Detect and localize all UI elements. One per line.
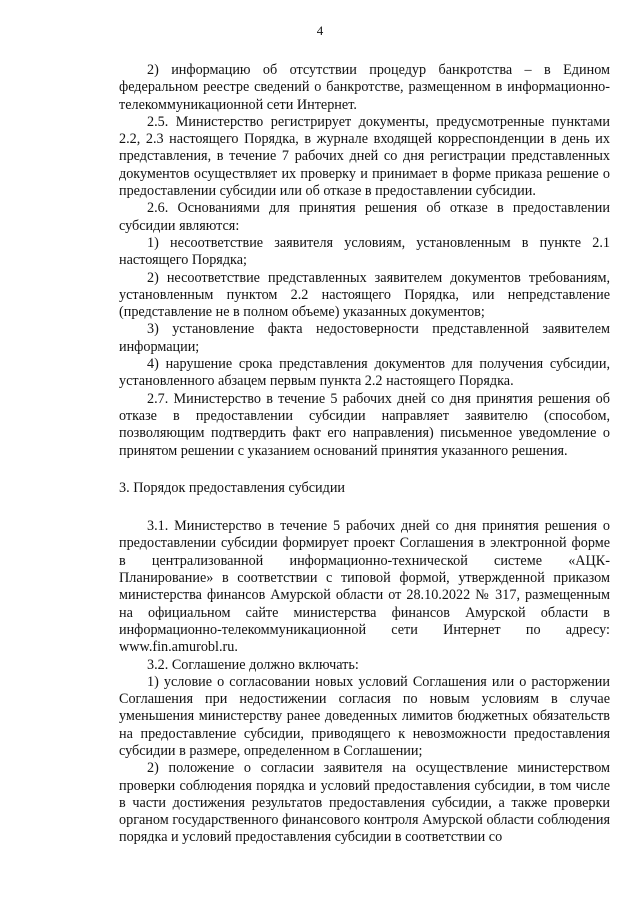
list-item-refusal-2: 2) несоответствие представленных заявителем документов требованиям, установленным пунктом 2.2 настоящего Порядка, или непредставление (представление не в полном объеме) указанных документов; [119,269,610,321]
list-item-agreement-1: 1) условие о согласовании новых условий Соглашения или о расторжении Соглашения при недостижении согласия по новым условиям в случае уменьшения министерству ранее доведенных лимитов бюджетных обязательств на предоставление субсидии, приводящего к невозможности предоставления субсидии в размере, определенном в Соглашении; [119,673,610,759]
section-heading: 3. Порядок предоставления субсидии [119,479,346,496]
list-item-refusal-1: 1) несоответствие заявителя условиям, установленным в пункте 2.1 настоящего Порядка; [119,234,610,269]
list-item-refusal-3: 3) установление факта недостоверности представленной заявителем информации; [119,321,610,355]
document-body [119,62,610,847]
page-number: 4 [316,23,324,38]
paragraph-2-7: 2.7. Министерство в течение 5 рабочих дней со дня принятия решения об отказе в предоставлении субсидии направляет заявителю (способом, позволяющим подтвердить факт его направления) письменное уведомление о принятом решении с указанием оснований принятия указанного решения. [119,390,610,459]
paragraph-3-1: 3.1. Министерство в течение 5 рабочих дней со дня принятия решения о предоставлении субсидии формирует проект Соглашения в электронной форме в централизованной информационно-технической системе «АЦК-Планирование» в соответствии с типовой формой, утвержденной приказом министерства финансов Амурской области от 28.10.2022 № 317, размещенным на официальном сайте министерства финансов Амурской области в информационно-телекоммуникационной сети Интернет по адресу: www.fin.amurobl.ru. [119,518,610,656]
paragraph-3-2: 3.2. Соглашение должно включать: [147,656,359,673]
list-item-refusal-4: 4) нарушение срока представления документов для получения субсидии, установленного абзацем первым пункта 2.2 настоящего Порядка. [119,356,610,390]
paragraph-bankruptcy-info: 2) информацию об отсутствии процедур банкротства – в Едином федеральном реестре сведений о банкротстве, размещенном в информационно-телекоммуникационной сети Интернет. [119,62,610,113]
paragraph-2-5: 2.5. Министерство регистрирует документы, предусмотренные пунктами 2.2, 2.3 настоящего Порядка, в журнале входящей корреспонденции в день их представления, в течение 7 рабочих дней со дня регистрации представленных документов осуществляет их проверку и принимает в форме приказа решение о предоставлении субсидии или об отказе в предоставлении субсидии. [119,113,610,200]
paragraph-2-6: 2.6. Основаниями для принятия решения об отказе в предоставлении субсидии являются: [119,200,610,234]
list-item-agreement-2: 2) положение о согласии заявителя на осуществление министерством проверки соблюдения порядка и условий предоставления субсидии, в том числе в части достижения результатов предоставления субсидии, а также проверки органом государственного финансового контроля Амурской области соблюдения порядка и условий предоставления субсидии в соответствии со [119,760,610,846]
